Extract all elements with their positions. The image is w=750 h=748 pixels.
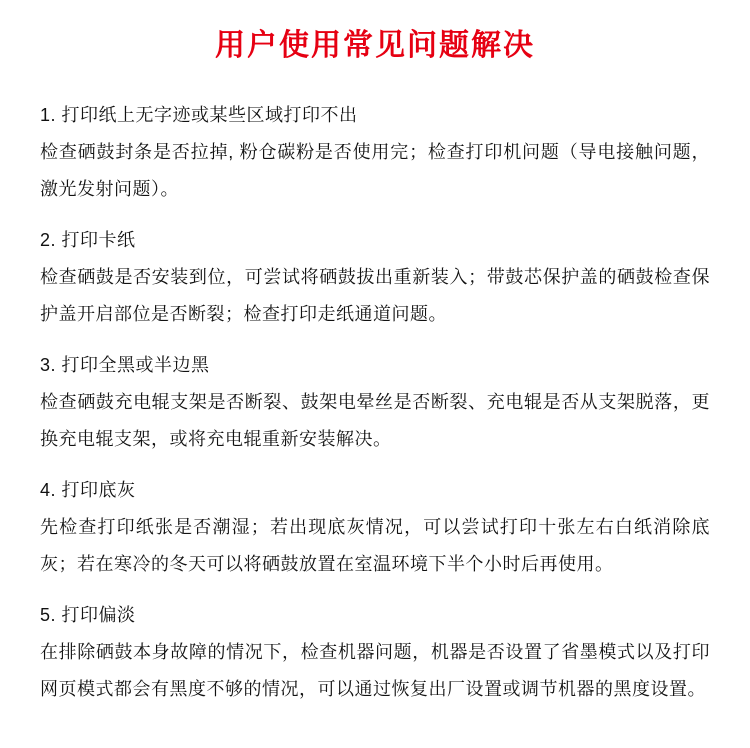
section-heading: 5. 打印偏淡 bbox=[40, 605, 136, 625]
section-heading: 1. 打印纸上无字迹或某些区域打印不出 bbox=[40, 105, 358, 125]
page-title: 用户使用常见问题解决 bbox=[215, 29, 535, 62]
section-body: 检查硒鼓封条是否拉掉, 粉仓碳粉是否使用完；检查打印机问题（导电接触问题，激光发射问题）。 bbox=[40, 142, 710, 199]
faq-content bbox=[0, 97, 750, 708]
faq-section-2 bbox=[40, 222, 710, 333]
section-body: 在排除硒鼓本身故障的情况下，检查机器问题，机器是否设置了省墨模式以及打印网页模式都会有黑度不够的情况，可以通过恢复出厂设置或调节机器的黑度设置。 bbox=[40, 642, 710, 699]
section-body: 先检查打印纸张是否潮湿；若出现底灰情况，可以尝试打印十张左右白纸消除底灰；若在寒冷的冬天可以将硒鼓放置在室温环境下半个小时后再使用。 bbox=[40, 517, 710, 574]
section-body: 检查硒鼓是否安装到位，可尝试将硒鼓拔出重新装入；带鼓芯保护盖的硒鼓检查保护盖开启部位是否断裂；检查打印走纸通道问题。 bbox=[40, 267, 710, 324]
section-heading: 3. 打印全黑或半边黑 bbox=[40, 355, 210, 375]
section-heading: 4. 打印底灰 bbox=[40, 480, 136, 500]
faq-section-4 bbox=[40, 472, 710, 583]
section-heading: 2. 打印卡纸 bbox=[40, 230, 136, 250]
faq-section-5 bbox=[40, 597, 710, 708]
section-body: 检查硒鼓充电辊支架是否断裂、鼓架电晕丝是否断裂、充电辊是否从支架脱落，更换充电辊支架，或将充电辊重新安装解决。 bbox=[40, 392, 710, 449]
faq-section-3 bbox=[40, 347, 710, 458]
faq-section-1 bbox=[40, 97, 710, 208]
